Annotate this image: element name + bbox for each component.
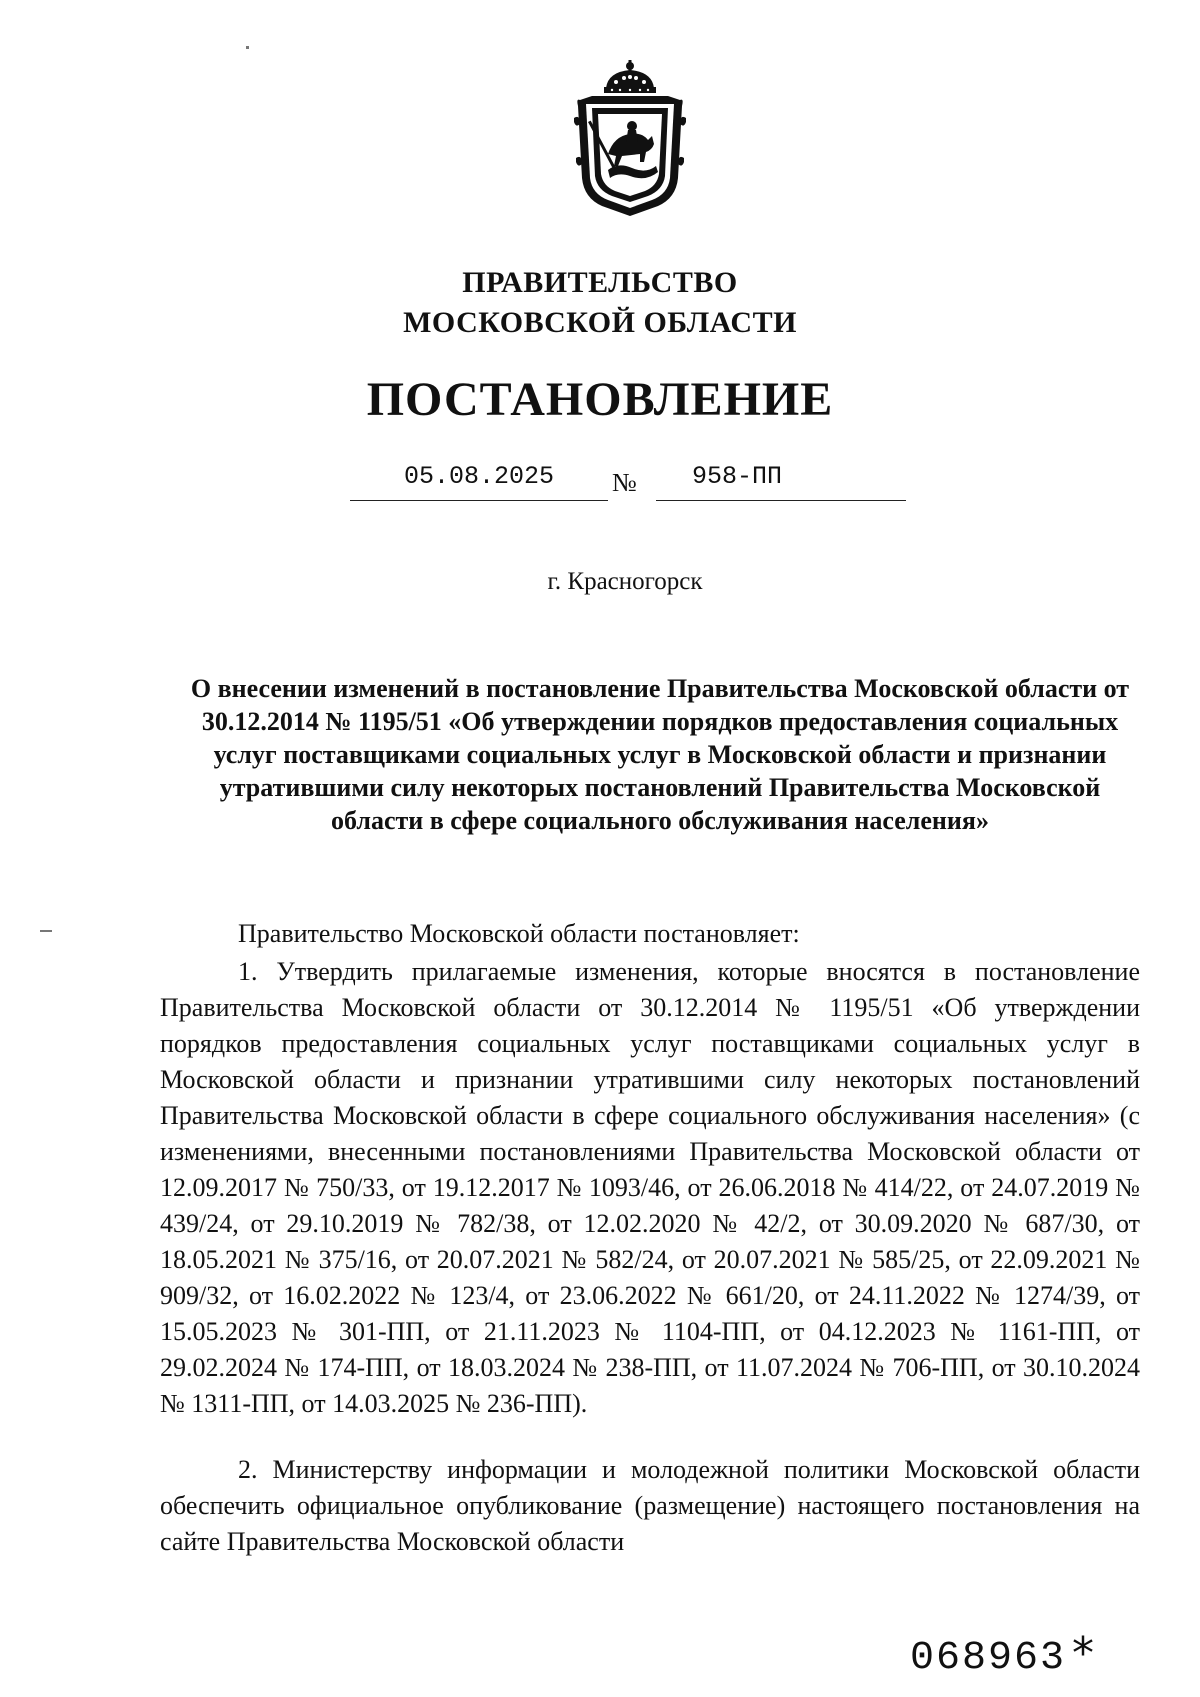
body-item-1: 1. Утвердить прилагаемые изменения, которые вносятся в постановление Правительства Московской области от 30.12.2014 № 1195/51 «Об утверждении порядков предоставления социальных услуг поставщиками социальных услуг в Московской области и признании утратившими силу некоторых постановлений Правительства Московской области в сфере социального обслуживания населения» (с изменениями, внесенными постановлениями Правительства Московской области от 12.09.2017 № 750/33, от 19.12.2017 № 1093/46, от 26.06.2018 № 414/22, от 24.07.2019 № 439/24, от 29.10.2019 № 782/38, от 12.02.2020 № 42/2, от 30.09.2020 № 687/30, от 18.05.2021 № 375/16, от 20.07.2021 № 582/24, от 20.07.2021 № 585/25, от 22.09.2021 № 909/32, от 16.02.2022 № 123/4, от 23.06.2022 № 661/20, от 24.11.2022 № 1274/39, от 15.05.2023 № 301-ПП, от 21.11.2023 № 1104-ПП, от 04.12.2023 № 1161-ПП, от 29.02.2024 № 174-ПП, от 18.03.2024 № 238-ПП, от 11.07.2024 № 706-ПП, от 30.10.2024 № 1311-ПП, от 14.03.2025 № 236-ПП). [160, 957, 1140, 1418]
resolution-title: О внесении изменений в постановление Правительства Московской области от 30.12.2014 № 1195/51 «Об утверждении порядков предоставления социальных услуг поставщиками социальных услуг в Московской области и признании утратившими силу некоторых постановлений Правительства Московской области в сфере социального обслуживания населения» [190, 674, 1130, 835]
document-date: 05.08.2025 [403, 462, 555, 491]
number-underline [656, 500, 906, 501]
body-intro-paragraph: Правительство Московской области постановляет: [238, 919, 800, 948]
city-line: г. Красногорск [547, 568, 703, 595]
serial-number-stamp [910, 1628, 1096, 1681]
serial-number: 068963 [909, 1636, 1066, 1681]
date-underline [350, 500, 608, 501]
coat-of-arms-icon [572, 58, 688, 218]
document-type-heading: ПОСТАНОВЛЕНИЕ [366, 373, 834, 426]
body-item-2: 2. Министерству информации и молодежной политики Московской области обеспечить официальное опубликование (размещение) настоящего постановления на сайте Правительства Московской области [160, 1455, 1140, 1556]
scan-speck [246, 46, 249, 49]
scan-speck [40, 930, 52, 932]
document-number: 958-ПП [692, 462, 783, 491]
number-sign: № [612, 468, 637, 497]
government-name-line2: МОСКОВСКОЙ ОБЛАСТИ [403, 306, 797, 339]
government-name-line1: ПРАВИТЕЛЬСТВО [462, 266, 738, 299]
asterisk-mark: * [1072, 1628, 1096, 1679]
